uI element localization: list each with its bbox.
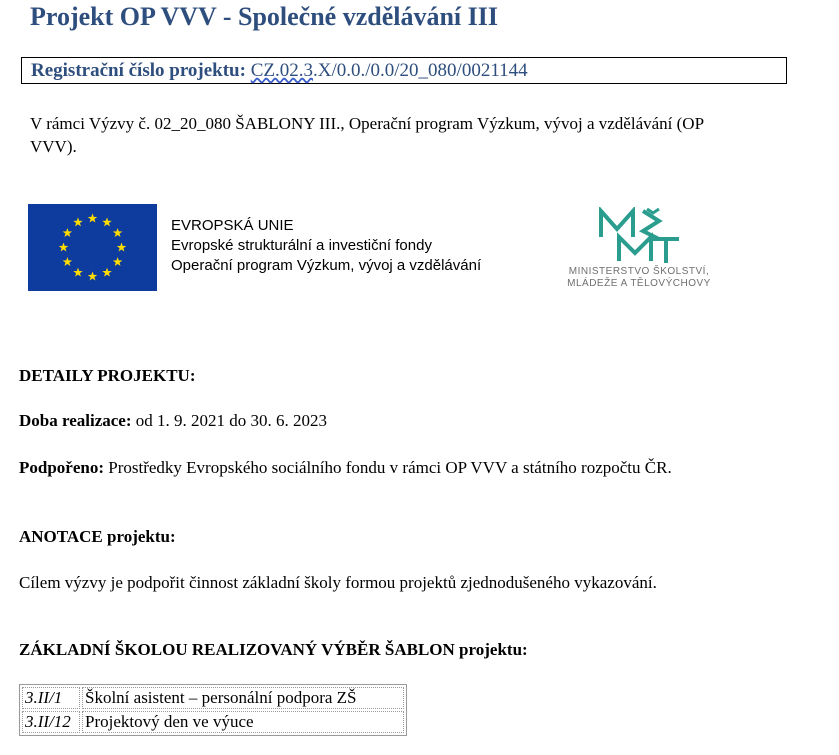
annotation-heading: ANOTACE projektu: [19,527,176,546]
msmt-logo-text [548,266,730,290]
template-code: 3.II/1 [22,687,80,709]
registration-number-rest: .X/0.0./0.0/20_080/0021144 [313,60,528,81]
registration-number [251,60,528,81]
details-heading: DETAILY PROJEKTU: [19,366,196,385]
eu-star-icon [63,228,73,237]
registration-number-prefix: CZ.02.3 [250,60,313,81]
eu-star-icon [88,214,98,223]
annotation-text: Cílem výzvy je podpořit činnost základní školy formou projektů zjednodušeného vykazování. [19,573,657,592]
period-line [19,409,799,432]
support-line [19,456,779,479]
eu-star-icon [102,217,112,226]
period-value: od 1. 9. 2021 do 30. 6. 2023 [131,411,328,430]
eu-logo-text [171,216,481,276]
msmt-logo-line2: MLÁDEŽE A TĚLOVÝCHOVY [567,278,711,289]
eu-logo-line1: EVROPSKÁ UNIE [171,217,294,234]
eu-logo-line3: Operační program Výzkum, vývoj a vzdělávání [171,257,482,274]
template-name: Školní asistent – personální podpora ZŠ [82,687,404,709]
eu-logo-line2: Evropské strukturální a investiční fondy [171,237,432,254]
eu-stars-icon [28,204,157,291]
eu-star-icon [113,228,123,237]
templates-table [19,684,407,736]
registration-label: Registrační číslo projektu: [31,60,246,81]
intro-text: V rámci Výzvy č. 02_20_080 ŠABLONY III., Operační program Výzkum, vývoj a vzdělávání (OP VVV). [30,114,704,156]
table-row [22,711,404,733]
eu-star-icon [73,268,83,277]
registration-box [21,57,787,84]
eu-star-icon [117,243,127,252]
eu-star-icon [88,272,98,281]
eu-flag-logo [28,204,157,291]
eu-star-icon [113,257,123,266]
document-title: Projekt OP VVV - Společné vzdělávání III [30,2,499,31]
template-code: 3.II/12 [22,711,80,733]
support-value: Prostředky Evropského sociálního fondu v rámci OP VVV a státního rozpočtu ČR. [104,458,672,477]
period-label: Doba realizace: [19,411,132,430]
table-row [22,687,404,709]
templates-heading: ZÁKLADNÍ ŠKOLOU REALIZOVANÝ VÝBĚR ŠABLON projektu: [19,640,528,659]
msmt-logo-line1: MINISTERSTVO ŠKOLSTVÍ, [568,266,710,277]
eu-star-icon [73,217,83,226]
eu-star-icon [59,243,69,252]
eu-star-icon [63,257,73,266]
template-name: Projektový den ve výuce [82,711,404,733]
eu-star-icon [102,268,112,277]
msmt-logo-icon [597,207,681,265]
support-label: Podpořeno: [19,458,104,477]
